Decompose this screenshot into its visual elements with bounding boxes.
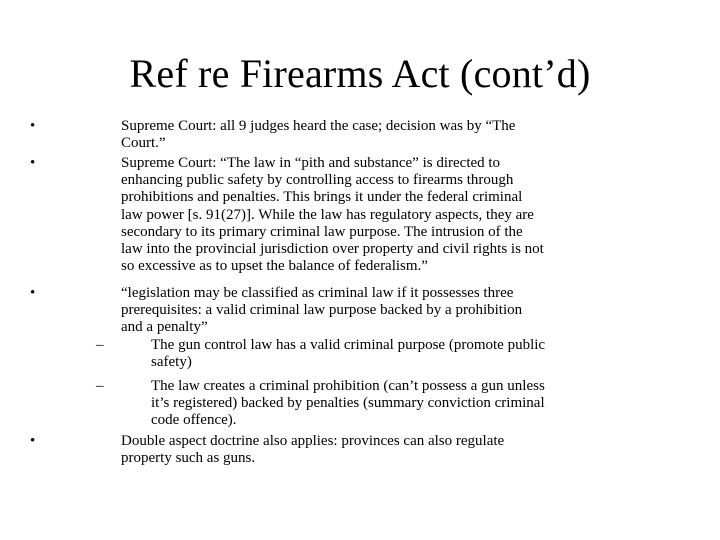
bullet-line: prerequisites: a valid criminal law purpose backed by a prohibition xyxy=(121,302,523,319)
bullet-court-composition xyxy=(121,118,666,152)
sub-bullet-marker: – xyxy=(96,378,104,394)
bullet-marker: • xyxy=(30,433,36,449)
slide-title: Ref re Firearms Act (cont’d) xyxy=(129,51,591,96)
bullet-court-quote xyxy=(121,155,666,275)
sub-bullet-line: it’s registered) backed by penalties (summary conviction criminal xyxy=(151,395,545,412)
bullet-line: Supreme Court: all 9 judges heard the case; decision was by “The xyxy=(121,118,516,134)
sub-bullet-line: The gun control law has a valid criminal purpose (promote public xyxy=(151,337,546,353)
bullet-legislation-test xyxy=(121,285,666,337)
sub-bullet-line: The law creates a criminal prohibition (can’t possess a gun unless xyxy=(151,378,545,394)
sub-bullet-marker: – xyxy=(96,337,104,353)
bullet-line: enhancing public safety by controlling access to firearms through xyxy=(121,172,514,189)
bullet-line: Supreme Court: “The law in “pith and substance” is directed to xyxy=(121,155,501,171)
bullet-double-aspect xyxy=(121,433,666,467)
sub-bullet-criminal-prohibition xyxy=(151,378,666,430)
bullet-marker: • xyxy=(30,155,36,171)
bullet-line: Court.” xyxy=(121,135,166,152)
bullet-line: secondary to its primary criminal law purpose. The intrusion of the xyxy=(121,223,523,240)
sub-bullet-line: code offence). xyxy=(151,412,237,429)
bullet-line: “legislation may be classified as criminal law if it possesses three xyxy=(121,285,514,301)
bullet-line: law power [s. 91(27)]. While the law has regulatory aspects, they are xyxy=(121,206,534,223)
bullet-line: property such as guns. xyxy=(121,450,256,467)
bullet-line: so excessive as to upset the balance of federalism.” xyxy=(121,258,428,275)
bullet-marker: • xyxy=(30,118,36,134)
bullet-line: prohibitions and penalties. This brings it under the federal criminal xyxy=(121,189,523,206)
bullet-marker: • xyxy=(30,285,36,301)
bullet-line: and a penalty” xyxy=(121,319,208,336)
bullet-line: law into the provincial jurisdiction over property and civil rights is not xyxy=(121,241,544,258)
sub-bullet-criminal-purpose xyxy=(151,337,666,371)
sub-bullet-line: safety) xyxy=(151,354,192,371)
bullet-line: Double aspect doctrine also applies: provinces can also regulate xyxy=(121,433,505,449)
